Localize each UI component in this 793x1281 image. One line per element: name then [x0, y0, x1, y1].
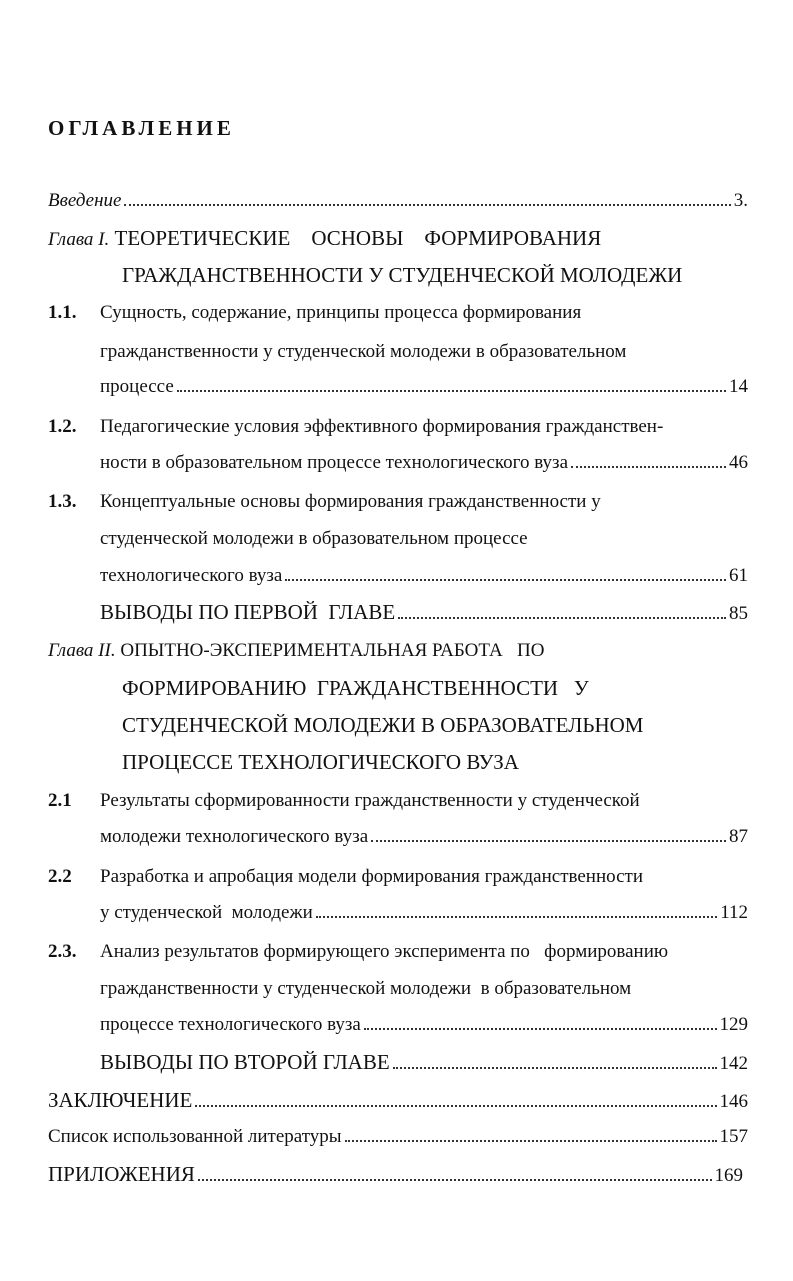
s22-line1: Разработка и апробация модели формирования гражданственности	[100, 866, 644, 887]
chapter2-line1: ОПЫТНО-ЭКСПЕРИМЕНТАЛЬНАЯ РАБОТА ПО	[120, 640, 545, 661]
intro-label: Введение	[48, 190, 122, 211]
toc-entry-1-1[interactable]	[100, 376, 748, 404]
s11-line2: гражданственности у студенческой молодежи в образовательном	[100, 341, 627, 362]
s13-line3: технологического вуза	[100, 565, 283, 586]
s23-page: 129	[719, 1014, 748, 1035]
toc-entry-1-2[interactable]	[100, 452, 748, 480]
refs-page: 157	[719, 1126, 748, 1147]
s23-line1: Анализ результатов формирующего эксперимента по формированию	[100, 941, 669, 962]
s11-line1: Сущность, содержание, принципы процесса формирования	[100, 302, 582, 323]
s23-num: 2.3.	[48, 941, 77, 962]
intro-page: 3.	[733, 190, 748, 211]
leader-dots	[364, 1028, 717, 1030]
refs-label: Список использованной литературы	[48, 1126, 342, 1147]
toc-entry-2-3[interactable]	[100, 1014, 748, 1042]
leader-dots	[195, 1105, 716, 1107]
toc-entry-2-2[interactable]	[100, 902, 748, 930]
s23-line3: процессе технологического вуза	[100, 1014, 361, 1035]
appendix-page: 169	[714, 1165, 743, 1186]
s12-line2: ности в образовательном процессе технологического вуза	[100, 452, 568, 473]
s13-line1: Концептуальные основы формирования гражданственности у	[100, 491, 601, 512]
s22-page: 112	[720, 902, 748, 923]
conclusion-label: ЗАКЛЮЧЕНИЕ	[48, 1088, 193, 1112]
s12-num: 1.2.	[48, 416, 77, 437]
toc-entry-intro[interactable]	[48, 190, 748, 218]
leader-dots	[371, 840, 726, 842]
s13-line2: студенческой молодежи в образовательном процессе	[100, 528, 528, 549]
toc-entry-appendix[interactable]	[48, 1162, 743, 1190]
chapter2-line2: ФОРМИРОВАНИЮ ГРАЖДАНСТВЕННОСТИ У	[122, 676, 589, 700]
s12-page: 46	[729, 452, 748, 473]
toc-entry-references[interactable]	[48, 1126, 748, 1154]
chapter2-prefix: Глава II.	[48, 640, 116, 661]
s22-num: 2.2	[48, 866, 72, 887]
toc-entry-conclusion[interactable]	[48, 1088, 748, 1116]
s22-line2: у студенческой молодежи	[100, 902, 313, 923]
toc-chapter-2-heading[interactable]	[48, 640, 544, 662]
conclusion-page: 146	[719, 1091, 748, 1112]
s11-line3: процессе	[100, 376, 174, 397]
leader-dots	[124, 204, 730, 206]
c2out-label: ВЫВОДЫ ПО ВТОРОЙ ГЛАВЕ	[100, 1050, 390, 1074]
leader-dots	[393, 1067, 717, 1069]
c2out-page: 142	[719, 1053, 748, 1074]
s23-line2: гражданственности у студенческой молодежи в образовательном	[100, 978, 632, 999]
chapter1-line1: ТЕОРЕТИЧЕСКИЕ ОСНОВЫ ФОРМИРОВАНИЯ	[114, 226, 602, 250]
s21-line1: Результаты сформированности гражданственности у студенческой	[100, 790, 640, 811]
chapter1-line2: ГРАЖДАНСТВЕННОСТИ У СТУДЕНЧЕСКОЙ МОЛОДЕЖИ	[122, 263, 683, 287]
s21-line2: молодежи технологического вуза	[100, 826, 369, 847]
leader-dots	[571, 466, 726, 468]
toc-chapter-1-heading[interactable]	[48, 226, 601, 251]
leader-dots	[316, 916, 717, 918]
toc-entry-1-3[interactable]	[100, 565, 748, 593]
leader-dots	[177, 390, 726, 392]
c1out-page: 85	[729, 603, 748, 624]
s11-num: 1.1.	[48, 302, 77, 323]
leader-dots	[285, 579, 726, 581]
appendix-label: ПРИЛОЖЕНИЯ	[48, 1162, 195, 1186]
s12-line1: Педагогические условия эффективного формирования гражданствен-	[100, 416, 664, 437]
s13-page: 61	[729, 565, 748, 586]
leader-dots	[345, 1140, 717, 1142]
chapter2-line3: СТУДЕНЧЕСКОЙ МОЛОДЕЖИ В ОБРАЗОВАТЕЛЬНОМ	[122, 713, 644, 737]
toc-entry-2-1[interactable]	[100, 826, 748, 854]
leader-dots	[398, 617, 726, 619]
s21-page: 87	[729, 826, 748, 847]
s21-num: 2.1	[48, 790, 72, 811]
s13-num: 1.3.	[48, 491, 77, 512]
page-title: ОГЛАВЛЕНИЕ	[48, 116, 235, 140]
chapter2-line4: ПРОЦЕССЕ ТЕХНОЛОГИЧЕСКОГО ВУЗА	[122, 750, 519, 774]
leader-dots	[198, 1179, 712, 1181]
toc-entry-chapter-1-conclusions[interactable]	[100, 600, 748, 628]
toc-entry-chapter-2-conclusions[interactable]	[100, 1050, 748, 1078]
s11-page: 14	[729, 376, 748, 397]
c1out-label: ВЫВОДЫ ПО ПЕРВОЙ ГЛАВЕ	[100, 600, 396, 624]
chapter1-prefix: Глава I.	[48, 229, 110, 250]
